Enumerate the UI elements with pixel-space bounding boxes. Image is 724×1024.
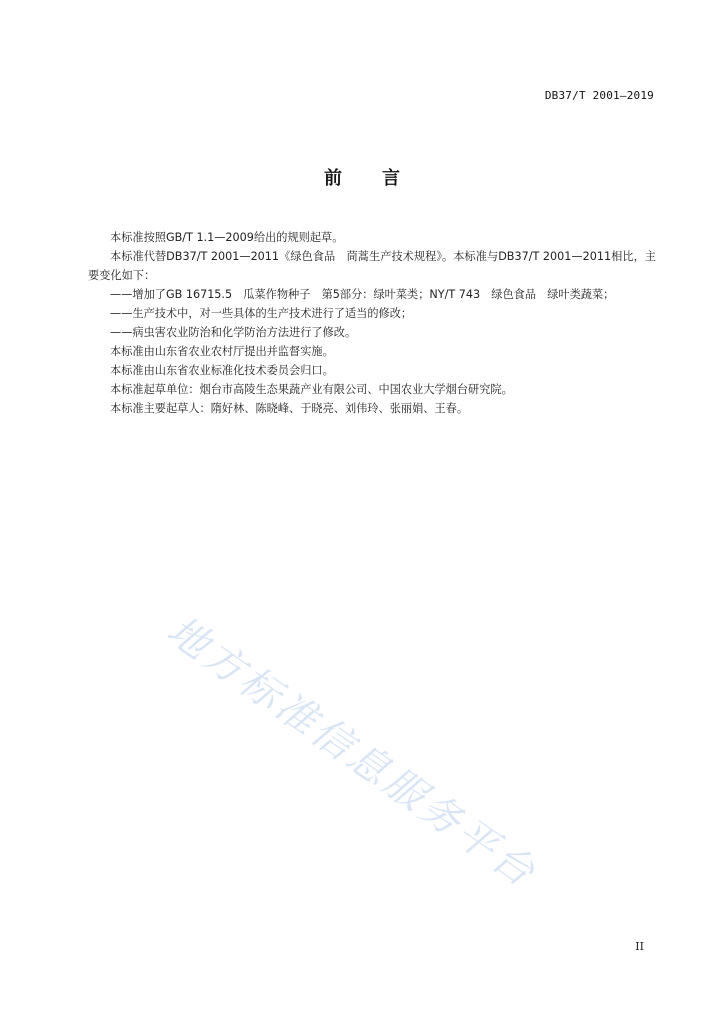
change-item-2: ——生产技术中，对一些具体的生产技术进行了适当的修改；: [110, 307, 413, 320]
title-char-1: 前: [324, 168, 342, 189]
page-number: II: [635, 940, 644, 953]
paragraph-proposer: 本标准由山东省农业农村厅提出并监督实施。: [110, 345, 334, 358]
paragraph-drafters: 本标准主要起草人：隋好林、陈晓峰、于晓亮、刘伟玲、张丽娟、王春。: [110, 402, 469, 415]
change-item-3: ——病虫害农业防治和化学防治方法进行了修改。: [110, 326, 357, 339]
watermark: 地方标准信息服务平台: [158, 607, 546, 898]
foreword-body: [88, 228, 656, 418]
standard-code: DB37/T 2001—2019: [544, 89, 654, 102]
title-char-2: 言: [382, 168, 400, 189]
paragraph-replacement: 本标准代替DB37/T 2001—2011《绿色食品 茼蒿生产技术规程》。本标准与DB37/T 2001—2011相比，主要变化如下：: [88, 250, 656, 282]
paragraph-centralized-management: 本标准由山东省农业标准化技术委员会归口。: [110, 364, 334, 377]
change-item-1: ——增加了GB 16715.5 瓜菜作物种子 第5部分：绿叶菜类；NY/T 743 绿色食品 绿叶类蔬菜；: [110, 288, 615, 301]
page-title: [0, 164, 724, 190]
paragraph-drafting-rule: 本标准按照GB/T 1.1—2009给出的规则起草。: [110, 231, 344, 244]
paragraph-drafting-units: 本标准起草单位：烟台市高陵生态果蔬产业有限公司、中国农业大学烟台研究院。: [110, 383, 513, 396]
